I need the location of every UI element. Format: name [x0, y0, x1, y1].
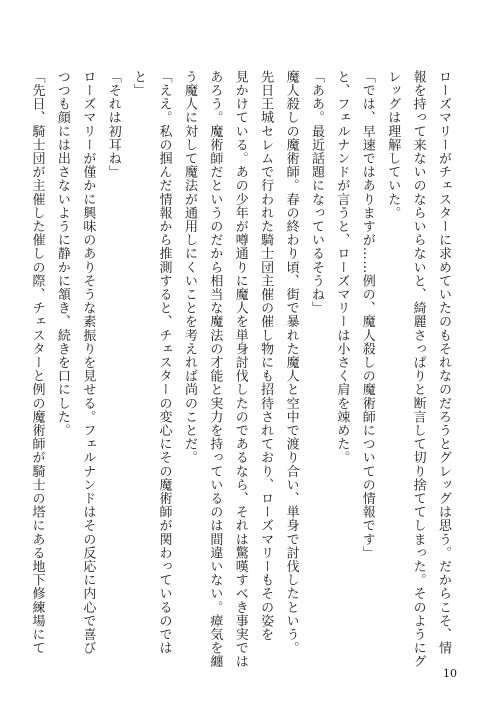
- text-line: ローズマリーがチェスターに求めていたのもそれなのだろうとグレッグは思う。だからこそ、情: [436, 70, 451, 655]
- text-line: 「ええ。私の掴んだ情報から推測すると、チェスターの変心にその魔術師が関わっているのでは: [156, 70, 172, 655]
- text-line: 「では、早速ではありますが……例の、魔人殺しの魔術師についての情報です」: [359, 70, 375, 560]
- text-line: う魔人に対して魔法が通用しにくいことを考えれば尚のことだ。: [181, 70, 197, 465]
- text-line: 「それは初耳ね」: [105, 70, 121, 179]
- text-line: 魔人殺しの魔術師。春の終わり頃、街で暴れた魔人と空中で渡り合い、単身で討伐したという。: [283, 70, 299, 655]
- text-line: 「先日、騎士団が主催した催しの際、チェスターと例の魔術師が騎士の塔にある地下修練場にて: [29, 70, 45, 655]
- text-line: ローズマリーが僅かに興味のありそうな素振りを見せる。フェルナンドはその反応に内心で喜び: [80, 70, 96, 655]
- page-number: 10: [443, 667, 457, 680]
- text-line: 「ああ。最近話題になっているそうね」: [308, 70, 324, 315]
- text-line: 報を持って来ないのならいらないと、綺麗さっぱりと断言して切り捨ててしまった。そのようにグ: [410, 70, 426, 669]
- text-line: あろう。魔術師だというのだから相当な魔法の才能と実力を持っているのは間違いない。瘴気を纏: [207, 70, 223, 669]
- text-line: 先日王城セレムで行われた騎士団主催の催し物にも招待されており、ローズマリーもその姿を: [258, 70, 274, 642]
- text-line: 見かけている。あの少年が噂通りに魔人を単身討伐したのであるなら、それは驚嘆すべき事実では: [232, 70, 248, 669]
- text-line: と、フェルナンドが言うと、ローズマリーは小さく肩を竦めた。: [334, 70, 350, 465]
- text-line: レッグは理解していた。: [385, 70, 401, 220]
- text-line: つつも顔には出さないように静かに頷き、続きを口にした。: [54, 70, 70, 438]
- vertical-text-body: [24, 70, 456, 669]
- text-line: と」: [131, 70, 147, 98]
